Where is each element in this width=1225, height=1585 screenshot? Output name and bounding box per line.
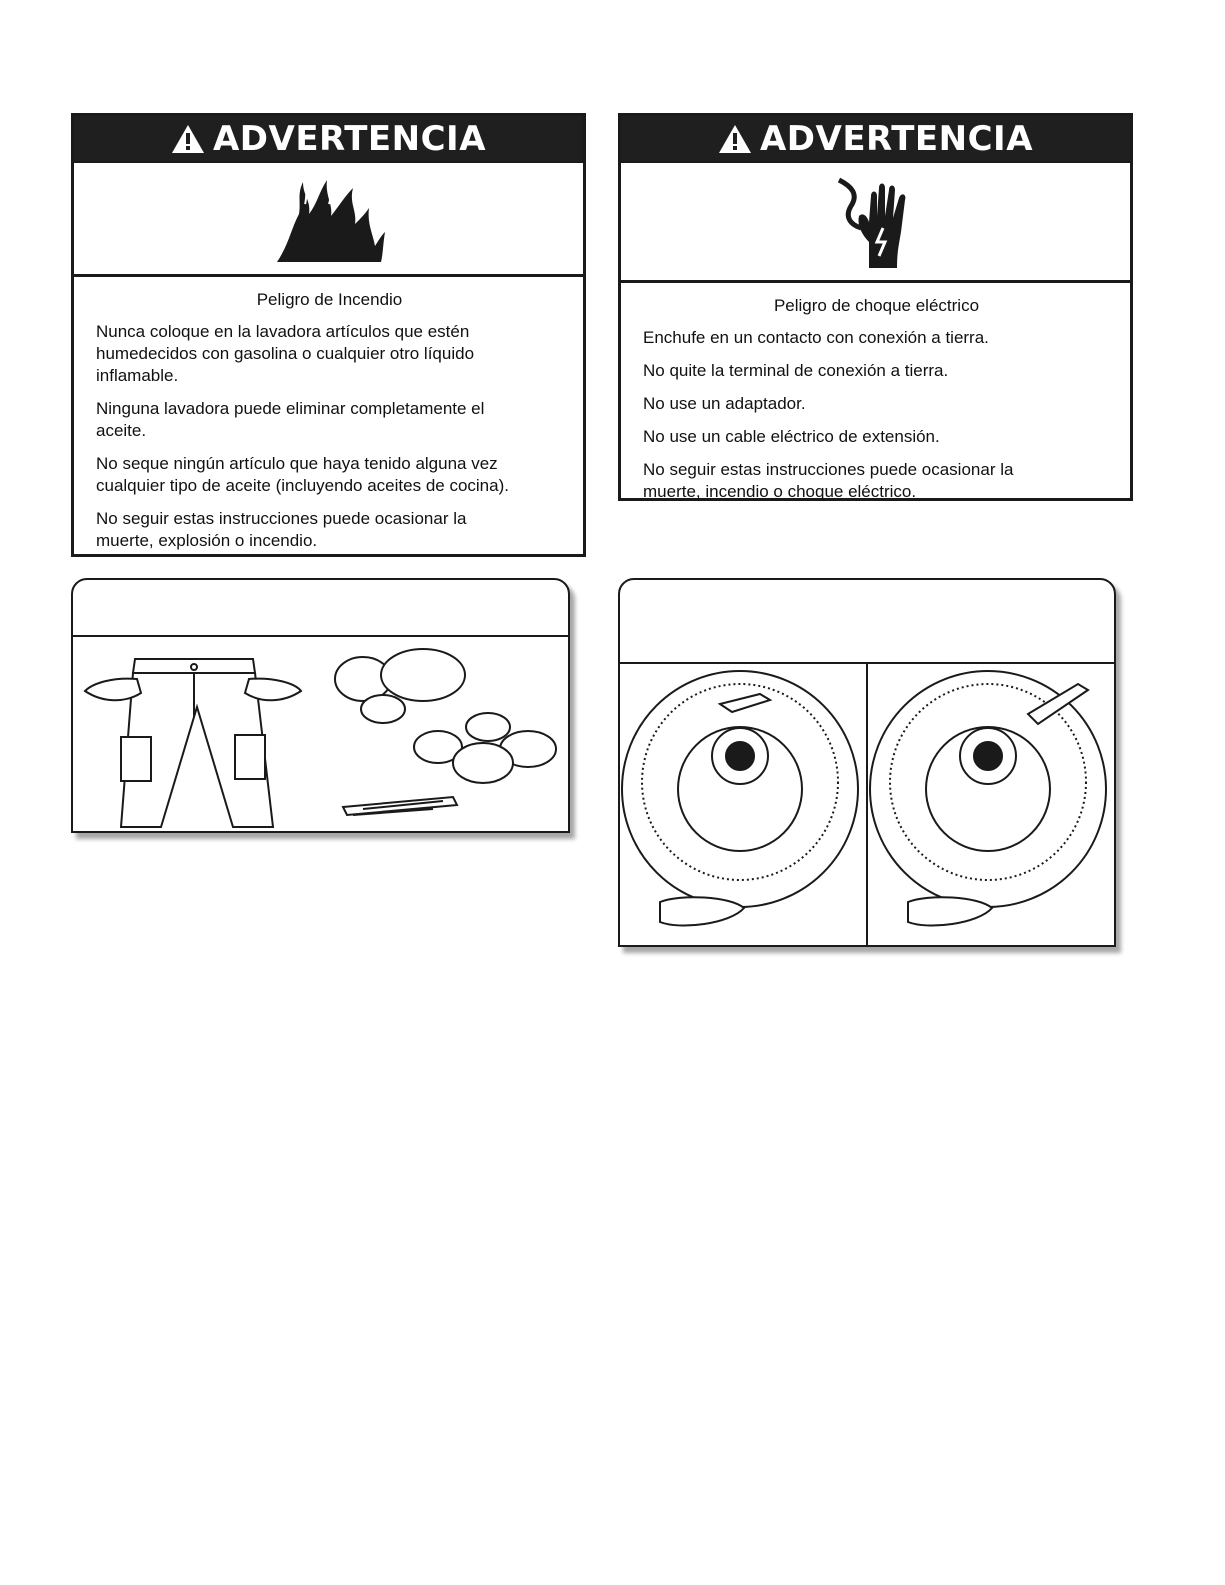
fire-warning-box — [71, 113, 586, 557]
warning-header — [74, 116, 583, 161]
washer-tub-panel — [618, 578, 1116, 947]
safety-pins-icon — [343, 797, 457, 815]
washer-tub-spoon-icon — [868, 664, 1116, 947]
warning-paragraph: No seguir estas instrucciones puede ocasionar la muerte, explosión o incendio. — [96, 509, 467, 550]
warning-paragraph: No use un cable eléctrico de extensión. — [643, 427, 940, 446]
warning-paragraph: Enchufe en un contacto con conexión a tierra. — [643, 328, 989, 347]
warning-triangle-icon — [171, 123, 205, 155]
pants-empty-pockets-icon — [85, 659, 301, 827]
panel-caption-area — [620, 580, 1114, 664]
washer-illustrations — [620, 664, 1114, 945]
washer-tub-pour-icon — [620, 664, 866, 947]
coins-icon — [335, 649, 465, 723]
warning-paragraph: Nunca coloque en la lavadora artículos que estén humedecidos con gasolina o cualquier otro líquido inflamable. — [96, 322, 475, 385]
panel-caption-area — [73, 580, 568, 637]
empty-pockets-panel — [71, 578, 570, 833]
warning-body — [621, 283, 1130, 503]
warning-body — [74, 277, 583, 552]
warning-header-label: ADVERTENCIA — [759, 118, 1034, 159]
warning-title: Peligro de Incendio — [256, 290, 403, 309]
fire-icon — [269, 174, 389, 264]
buttons-icon — [414, 713, 556, 783]
warning-title: Peligro de choque eléctrico — [773, 296, 980, 315]
warning-paragraph: Ninguna lavadora puede eliminar completamente el aceite. — [96, 399, 485, 440]
pants-and-small-items-illustration — [73, 637, 568, 831]
warning-paragraph: No quite la terminal de conexión a tierra. — [643, 361, 949, 380]
electric-shock-hand-icon — [821, 172, 931, 272]
warning-header-label: ADVERTENCIA — [212, 118, 487, 159]
warning-paragraph: No seque ningún artículo que haya tenido alguna vez cualquier tipo de aceite (incluyendo aceites de cocina). — [96, 454, 509, 495]
warning-paragraph: No seguir estas instrucciones puede ocasionar la muerte, incendio o choque eléctrico. — [643, 460, 1014, 501]
shock-warning-box — [618, 113, 1133, 501]
warning-header — [621, 116, 1130, 161]
warning-paragraph: No use un adaptador. — [643, 394, 806, 413]
symbol-area — [621, 161, 1130, 283]
warning-triangle-icon — [718, 123, 752, 155]
symbol-area — [74, 161, 583, 277]
